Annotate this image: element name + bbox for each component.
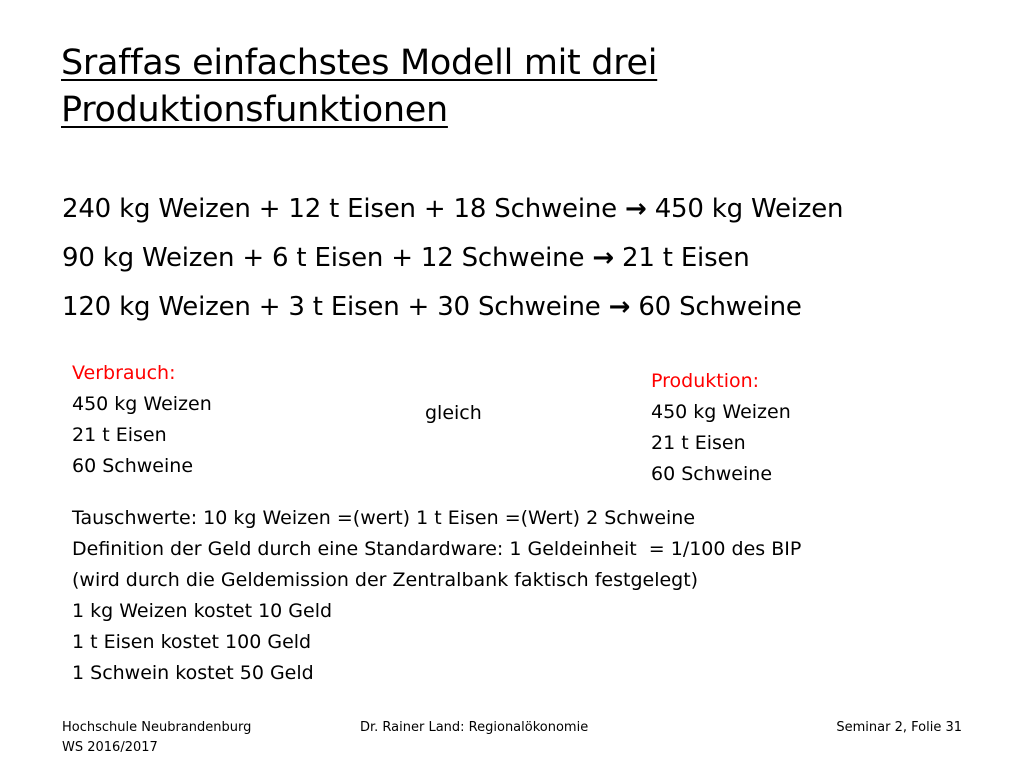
- equation-inputs: 240 kg Weizen + 12 t Eisen + 18 Schweine: [62, 194, 617, 224]
- equation-output: 21 t Eisen: [622, 243, 750, 273]
- note-line: Tauschwerte: 10 kg Weizen =(wert) 1 t Eisen =(Wert) 2 Schweine: [72, 507, 696, 529]
- equation-inputs: 90 kg Weizen + 6 t Eisen + 12 Schweine: [62, 243, 585, 273]
- verbrauch-item: 450 kg Weizen: [72, 393, 212, 415]
- equation-output: 60 Schweine: [638, 292, 802, 322]
- produktion-item: 450 kg Weizen: [651, 401, 791, 423]
- right-arrow-icon: →: [608, 292, 631, 322]
- footer-author: Dr. Rainer Land: Regionalökonomie: [360, 720, 589, 735]
- equation-inputs: 120 kg Weizen + 3 t Eisen + 30 Schweine: [62, 292, 601, 322]
- footer-school: Hochschule Neubrandenburg: [62, 720, 252, 735]
- verbrauch-block: [72, 358, 212, 482]
- exchange-notes: [72, 503, 801, 689]
- footer-slide-number: Seminar 2, Folie 31: [836, 720, 962, 735]
- produktion-heading: Produktion:: [651, 370, 760, 392]
- note-line: 1 t Eisen kostet 100 Geld: [72, 631, 312, 653]
- right-arrow-icon: →: [592, 243, 614, 273]
- produktion-item: 60 Schweine: [651, 463, 773, 485]
- footer-semester: WS 2016/2017: [62, 740, 158, 755]
- slide-title-line-2: Produktionsfunktionen: [61, 90, 448, 130]
- note-line: 1 Schwein kostet 50 Geld: [72, 662, 314, 684]
- note-line: Definition der Geld durch eine Standardware: 1 Geldeinheit = 1/100 des BIP: [72, 538, 802, 560]
- slide-title-line-1: Sraffas einfachstes Modell mit drei: [61, 43, 658, 83]
- right-arrow-icon: →: [625, 194, 647, 224]
- equation-output: 450 kg Weizen: [654, 194, 844, 224]
- slide-title: [61, 40, 961, 134]
- equation-schweine: [62, 283, 843, 332]
- equation-weizen: [62, 185, 843, 234]
- verbrauch-item: 60 Schweine: [72, 455, 194, 477]
- gleich-label: gleich: [425, 402, 482, 424]
- verbrauch-item: 21 t Eisen: [72, 424, 167, 446]
- footer-institution: [62, 718, 251, 758]
- produktion-block: [651, 366, 791, 490]
- production-equations: [62, 185, 843, 332]
- note-line: 1 kg Weizen kostet 10 Geld: [72, 600, 333, 622]
- equation-eisen: [62, 234, 843, 283]
- produktion-item: 21 t Eisen: [651, 432, 746, 454]
- note-line: (wird durch die Geldemission der Zentralbank faktisch festgelegt): [72, 569, 699, 591]
- verbrauch-heading: Verbrauch:: [72, 362, 176, 384]
